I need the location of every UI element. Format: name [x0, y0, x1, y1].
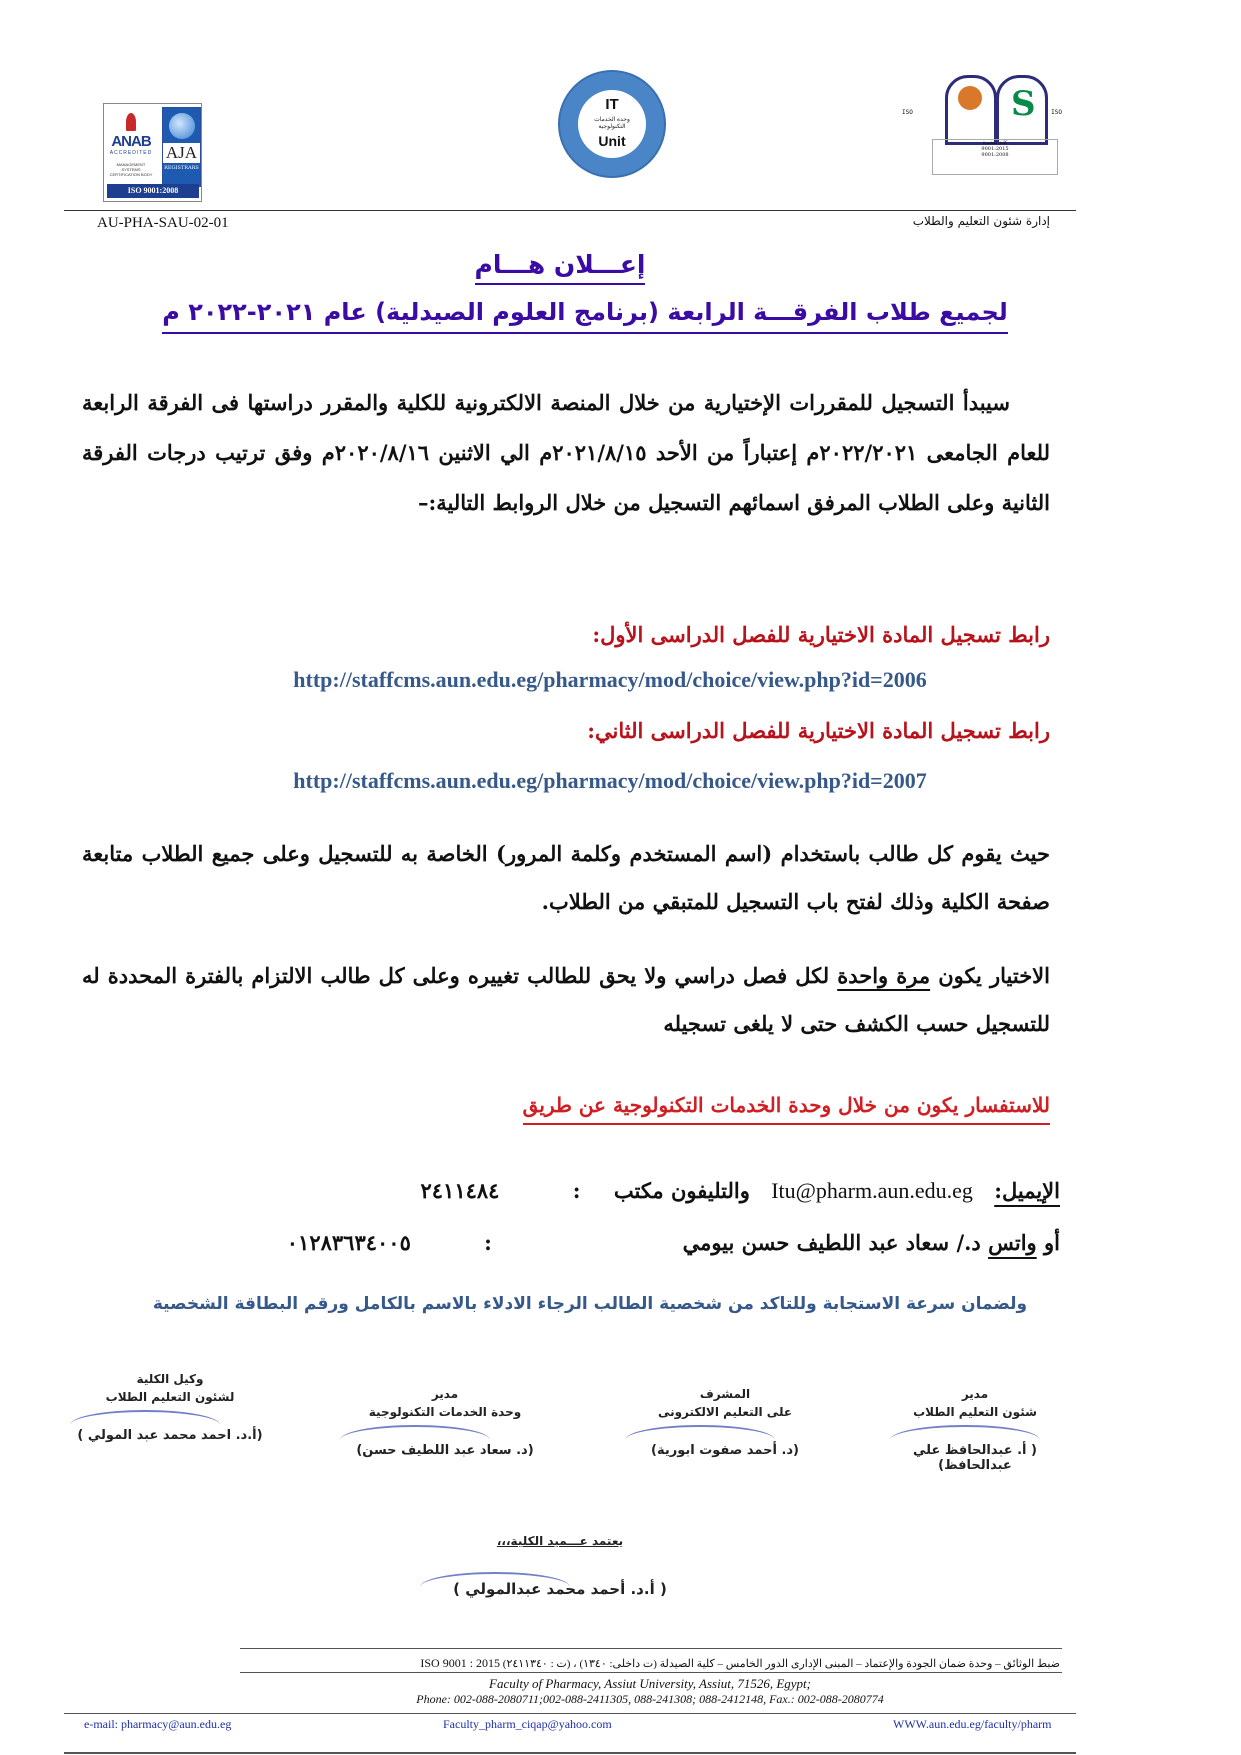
footer-divider	[240, 1648, 1062, 1649]
registration-paragraph: سيبدأ التسجيل للمقررات الإختيارية من خلال المنصة الالكترونية للكلية والمقرر دراستها فى الفرقة الرابعة للعام الجامعى ٢٠٢٢/٢٠٢١م إعتباراً من الأحد ٢٠٢١/٨/١٥م الي الاثنين ٢٠٢٠/٨/١٦م وفق ترتيب درجات الفرقة الثانية وعلى الطلاب المرفق اسمائهم التسجيل من خلال الروابط التالية:–	[82, 390, 1050, 515]
signature-it-unit-director: مدير وحدة الخدمات التكنولوجية (د. سعاد عبد اللطيف حسن)	[330, 1385, 560, 1495]
header-divider	[64, 210, 1076, 211]
handwritten-signature	[890, 1425, 1040, 1455]
aja-logo: AJA REGISTRARS	[162, 107, 201, 187]
phone-label: والتليفون مكتب	[613, 1178, 750, 1203]
footer-document-control: ضبط الوثائق – وحدة ضمان الجودة والإعتماد – المبنى الإدارى الدور الخامس – كلية الصيدلة (ت داخلى: ١٣٤٠) ، (ت : ٢٤١١٣٤٠) ISO 9001 : 2015	[420, 1656, 1060, 1670]
inquiry-heading: للاستفسار يكون من خلال وحدة الخدمات التكنولوجية عن طريق	[440, 1093, 1050, 1117]
handwritten-signature	[625, 1425, 775, 1455]
email-label: الإيميل:	[994, 1178, 1060, 1203]
handwritten-signature	[70, 1410, 220, 1440]
email-phone-line: الإيميل: Itu@pharm.aun.edu.eg والتليفون مكتب : ٢٤١١٤٨٤	[420, 1178, 1060, 1203]
caduceus-icon: S	[1011, 84, 1036, 124]
sun-icon	[958, 86, 982, 110]
signature-dean: يعتمد عـــميد الكلية،،، ( أ.د. أحمد محمد عبدالمولي )	[410, 1532, 710, 1622]
university-faculty-logo: ISO S ISO كلية معتمدة 9001:2015 9001:2008	[902, 75, 1062, 175]
globe-icon	[169, 113, 195, 139]
handwritten-signature	[420, 1572, 570, 1602]
document-code: AU-PHA-SAU-02-01	[97, 215, 229, 231]
second-semester-link[interactable]: http://staffcms.aun.edu.eg/pharmacy/mod/choice/view.php?id=2007	[293, 768, 927, 793]
whatsapp-line: أو واتس د./ سعاد عبد اللطيف حسن بيومي : ٠١٢٨٣٦٣٤٠٠٥	[286, 1230, 1060, 1255]
it-unit-logo: IT وحدة الخدمات التكنولوجية Unit	[558, 70, 666, 178]
iso-label: ISO 9001:2008	[107, 184, 199, 198]
footer-website[interactable]: WWW.aun.edu.eg/faculty/pharm	[893, 1717, 1052, 1731]
login-instructions-paragraph: حيث يقوم كل طالب باستخدام (اسم المستخدم وكلمة المرور) الخاصة به للتسجيل وعلى جميع الطلاب متابعة صفحة الكلية وذلك لفتح باب التسجيل للمتبقي من الطلاب.	[82, 841, 1050, 914]
handwritten-signature	[340, 1425, 490, 1455]
selection-rules-paragraph: الاختيار يكون مرة واحدة لكل فصل دراسي ولا يحق للطالب تغييره وعلى كل طالب الالتزام بالفترة المحددة له للتسجيل حسب الكشف حتى لا يلغى تسجيله	[82, 963, 1050, 1036]
second-semester-link-label: رابط تسجيل المادة الاختيارية للفصل الدراسى الثاني:	[587, 718, 1050, 743]
footer-phone: Phone: 002-088-2080711;002-088-2411305, 088-241308; 088-2412148, Fax.: 002-088-2080774	[416, 1692, 884, 1706]
footer-divider	[240, 1672, 1062, 1673]
signature-vice-dean: وكيل الكلية لشئون التعليم الطلاب (أ.د. احمد محمد عبد المولي )	[60, 1370, 280, 1495]
footer-address: Faculty of Pharmacy, Assiut University, Assiut, 71526, Egypt;	[489, 1676, 811, 1691]
footer-email[interactable]: e-mail: pharmacy@aun.edu.eg	[84, 1717, 232, 1731]
footer-bottom-rule	[64, 1752, 1076, 1754]
signature-elearning-supervisor: المشرف على التعليم الالكترونى (د. أحمد صفوت ابورية)	[615, 1385, 835, 1495]
iso-certification-logo	[103, 103, 202, 202]
assiut-university-emblem	[945, 75, 997, 145]
first-semester-link-label: رابط تسجيل المادة الاختيارية للفصل الدراسى الأول:	[592, 622, 1050, 647]
first-semester-link[interactable]: http://staffcms.aun.edu.eg/pharmacy/mod/choice/view.php?id=2006	[293, 667, 927, 692]
office-phone-number: ٢٤١١٤٨٤	[420, 1178, 500, 1203]
announcement-title: إعـــلان هـــام	[300, 250, 820, 279]
flame-icon	[126, 113, 136, 131]
whatsapp-contact-name: د./ سعاد عبد اللطيف حسن بيومي	[682, 1230, 981, 1255]
signature-student-affairs-director: مدير شئون التعليم الطلاب ( أ. عبدالحافظ علي عبدالحافظ)	[880, 1385, 1070, 1495]
department-name: إدارة شئون التعليم والطلاب	[912, 214, 1050, 228]
accreditation-caption: كلية معتمدة 9001:2015 9001:2008	[932, 139, 1058, 175]
anab-logo: ANAB ACCREDITED MANAGEMENT SYSTEMS CERTIFICATION BODY	[107, 109, 155, 195]
email-address[interactable]: Itu@pharm.aun.edu.eg	[771, 1178, 973, 1203]
footer-email-secondary[interactable]: Faculty_pharm_ciqap@yahoo.com	[443, 1717, 612, 1731]
whatsapp-number: ٠١٢٨٣٦٣٤٠٠٥	[286, 1230, 411, 1255]
announcement-subtitle: لجميع طلاب الفرقـــة الرابعة (برنامج العلوم الصيدلية) عام ٢٠٢١-٢٠٢٢ م	[140, 298, 1030, 326]
identity-verification-note: ولضمان سرعة الاستجابة وللتاكد من شخصية الطالب الرجاء الادلاء بالاسم بالكامل ورقم البطاقة الشخصية	[152, 1294, 1028, 1314]
pharmacy-emblem	[996, 75, 1048, 145]
whatsapp-label: واتس	[988, 1230, 1037, 1255]
footer-divider	[64, 1713, 1076, 1714]
